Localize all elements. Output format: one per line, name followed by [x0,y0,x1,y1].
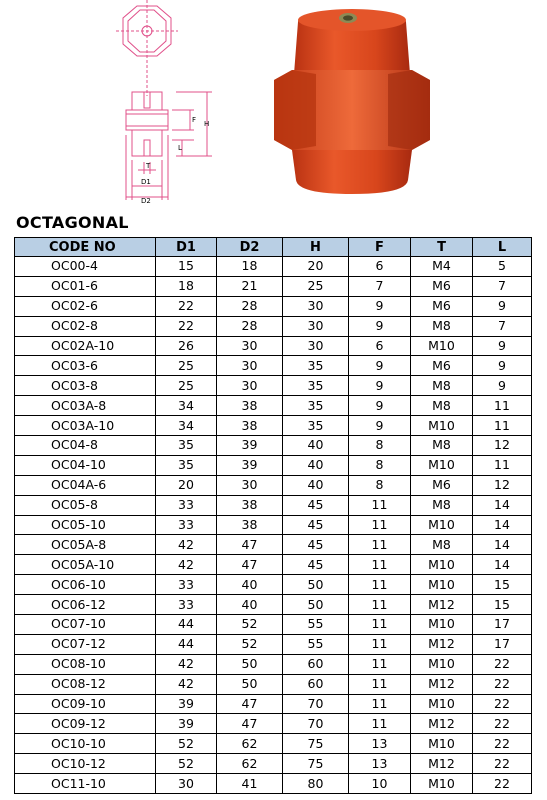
table-cell-d2: 28 [217,316,283,336]
table-cell-d2: 40 [217,575,283,595]
column-header-l: L [473,238,532,257]
table-cell-l: 15 [473,595,532,615]
table-cell-l: 14 [473,515,532,535]
table-cell-h: 50 [283,595,349,615]
table-cell-t: M8 [411,376,473,396]
table-cell-f: 9 [349,296,411,316]
table-cell-f: 11 [349,575,411,595]
table-cell-t: M6 [411,296,473,316]
table-row [15,714,532,734]
table-cell-d2: 30 [217,356,283,376]
table-row [15,356,532,376]
table-cell-t: M10 [411,734,473,754]
table-cell-d2: 38 [217,515,283,535]
table-cell-f: 6 [349,336,411,356]
table-cell-code-no: OC05-8 [15,495,156,515]
table-cell-f: 8 [349,455,411,475]
table-cell-h: 45 [283,535,349,555]
table-cell-l: 17 [473,634,532,654]
column-header-d2: D2 [217,238,283,257]
table-cell-code-no: OC04-10 [15,455,156,475]
table-cell-code-no: OC03A-8 [15,396,156,416]
table-cell-f: 10 [349,774,411,794]
table-cell-f: 9 [349,316,411,336]
table-cell-f: 11 [349,714,411,734]
table-cell-d1: 18 [156,276,217,296]
table-cell-f: 11 [349,674,411,694]
column-header-d1: D1 [156,238,217,257]
table-cell-d2: 28 [217,296,283,316]
table-cell-l: 17 [473,615,532,635]
table-cell-f: 9 [349,416,411,436]
table-cell-l: 22 [473,674,532,694]
table-cell-h: 55 [283,615,349,635]
technical-drawing [112,0,222,205]
table-cell-h: 40 [283,455,349,475]
table-cell-l: 22 [473,654,532,674]
table-cell-d2: 52 [217,615,283,635]
table-cell-f: 13 [349,754,411,774]
table-cell-d2: 47 [217,694,283,714]
table-row [15,376,532,396]
table-cell-h: 35 [283,356,349,376]
table-cell-d2: 30 [217,475,283,495]
label-h: H [204,120,210,128]
table-cell-f: 9 [349,396,411,416]
table-cell-d2: 39 [217,436,283,456]
table-cell-d1: 30 [156,774,217,794]
table-cell-h: 60 [283,654,349,674]
table-cell-d1: 35 [156,455,217,475]
table-cell-d1: 44 [156,615,217,635]
table-cell-d2: 47 [217,535,283,555]
table-cell-t: M12 [411,595,473,615]
table-cell-code-no: OC02A-10 [15,336,156,356]
table-cell-d2: 18 [217,257,283,277]
table-cell-t: M8 [411,495,473,515]
table-cell-code-no: OC06-10 [15,575,156,595]
table-cell-d2: 62 [217,754,283,774]
table-row [15,515,532,535]
table-cell-h: 70 [283,714,349,734]
table-cell-d1: 52 [156,734,217,754]
table-cell-d1: 42 [156,654,217,674]
table-cell-code-no: OC06-12 [15,595,156,615]
table-cell-t: M8 [411,535,473,555]
table-cell-code-no: OC02-6 [15,296,156,316]
table-row [15,674,532,694]
table-cell-d1: 39 [156,694,217,714]
table-cell-code-no: OC04A-6 [15,475,156,495]
table-cell-code-no: OC08-10 [15,654,156,674]
table-cell-h: 30 [283,296,349,316]
table-cell-l: 14 [473,535,532,555]
table-cell-code-no: OC11-10 [15,774,156,794]
table-cell-f: 8 [349,436,411,456]
table-cell-code-no: OC02-8 [15,316,156,336]
table-cell-d1: 22 [156,296,217,316]
table-row [15,455,532,475]
column-header-f: F [349,238,411,257]
table-cell-f: 11 [349,615,411,635]
table-row [15,336,532,356]
table-cell-code-no: OC05A-10 [15,555,156,575]
column-header-t: T [411,238,473,257]
table-cell-d1: 22 [156,316,217,336]
column-header-code-no: CODE NO [15,238,156,257]
table-cell-f: 7 [349,276,411,296]
label-f: F [192,116,197,124]
table-cell-h: 60 [283,674,349,694]
table-cell-t: M8 [411,396,473,416]
table-cell-t: M10 [411,555,473,575]
table-cell-t: M10 [411,575,473,595]
table-cell-h: 40 [283,436,349,456]
table-row [15,316,532,336]
table-cell-f: 9 [349,356,411,376]
table-cell-code-no: OC05A-8 [15,535,156,555]
table-cell-d2: 38 [217,495,283,515]
label-d2: D2 [141,197,151,205]
table-cell-d1: 52 [156,754,217,774]
table-cell-f: 11 [349,595,411,615]
table-cell-t: M6 [411,356,473,376]
table-cell-h: 80 [283,774,349,794]
table-cell-t: M12 [411,674,473,694]
table-cell-code-no: OC10-10 [15,734,156,754]
table-cell-d1: 33 [156,495,217,515]
table-cell-code-no: OC01-6 [15,276,156,296]
table-cell-t: M12 [411,754,473,774]
table-cell-code-no: OC00-4 [15,257,156,277]
table-cell-l: 9 [473,376,532,396]
table-cell-t: M10 [411,416,473,436]
table-cell-l: 14 [473,555,532,575]
table-row [15,615,532,635]
table-row [15,276,532,296]
table-cell-d1: 20 [156,475,217,495]
table-cell-d2: 50 [217,654,283,674]
table-cell-l: 5 [473,257,532,277]
table-cell-l: 11 [473,416,532,436]
table-cell-h: 45 [283,555,349,575]
table-cell-h: 75 [283,754,349,774]
table-cell-code-no: OC05-10 [15,515,156,535]
table-header-row [15,238,532,257]
table-cell-l: 7 [473,316,532,336]
table-cell-d2: 30 [217,376,283,396]
column-header-h: H [283,238,349,257]
side-view [126,92,212,200]
table-row [15,634,532,654]
table-cell-d2: 30 [217,336,283,356]
table-cell-t: M12 [411,714,473,734]
table-row [15,396,532,416]
table-cell-l: 15 [473,575,532,595]
table-cell-f: 11 [349,694,411,714]
table-cell-d2: 47 [217,555,283,575]
table-cell-code-no: OC10-12 [15,754,156,774]
table-cell-h: 35 [283,416,349,436]
label-t: T [146,162,151,170]
table-cell-t: M10 [411,455,473,475]
table-row [15,595,532,615]
table-cell-t: M10 [411,694,473,714]
table-cell-f: 13 [349,734,411,754]
table-cell-d2: 39 [217,455,283,475]
table-cell-t: M6 [411,276,473,296]
table-cell-h: 30 [283,316,349,336]
table-cell-l: 12 [473,436,532,456]
octagonal-insulator-image [268,4,436,200]
table-cell-d1: 34 [156,396,217,416]
table-cell-h: 40 [283,475,349,495]
table-cell-l: 9 [473,356,532,376]
table-cell-l: 22 [473,694,532,714]
table-cell-t: M8 [411,316,473,336]
table-cell-l: 14 [473,495,532,515]
table-cell-l: 9 [473,296,532,316]
table-cell-f: 11 [349,634,411,654]
table-cell-code-no: OC07-10 [15,615,156,635]
table-cell-f: 11 [349,555,411,575]
table-cell-t: M10 [411,774,473,794]
table-cell-l: 22 [473,754,532,774]
table-cell-h: 45 [283,495,349,515]
table-cell-t: M8 [411,436,473,456]
table-row [15,475,532,495]
table-row [15,416,532,436]
table-cell-l: 9 [473,336,532,356]
table-cell-h: 55 [283,634,349,654]
table-cell-d2: 41 [217,774,283,794]
table-cell-l: 11 [473,396,532,416]
table-cell-l: 12 [473,475,532,495]
table-cell-f: 11 [349,535,411,555]
table-cell-d2: 50 [217,674,283,694]
dimensions-table [14,237,532,794]
table-cell-code-no: OC09-10 [15,694,156,714]
table-cell-t: M10 [411,515,473,535]
table-row [15,754,532,774]
table-cell-f: 6 [349,257,411,277]
table-row [15,694,532,714]
table-row [15,257,532,277]
table-cell-h: 35 [283,396,349,416]
table-cell-f: 9 [349,376,411,396]
table-cell-d1: 33 [156,595,217,615]
table-cell-code-no: OC03A-10 [15,416,156,436]
table-cell-d2: 52 [217,634,283,654]
table-cell-l: 22 [473,714,532,734]
table-row [15,575,532,595]
table-cell-d1: 42 [156,535,217,555]
table-cell-l: 7 [473,276,532,296]
table-cell-h: 50 [283,575,349,595]
table-cell-d1: 42 [156,674,217,694]
table-cell-d2: 62 [217,734,283,754]
table-cell-h: 75 [283,734,349,754]
table-cell-h: 45 [283,515,349,535]
table-cell-t: M10 [411,336,473,356]
section-title: OCTAGONAL [16,213,129,232]
table-cell-d1: 44 [156,634,217,654]
table-row [15,734,532,754]
table-cell-d2: 40 [217,595,283,615]
table-cell-f: 11 [349,495,411,515]
table-cell-code-no: OC08-12 [15,674,156,694]
table-cell-h: 25 [283,276,349,296]
table-row [15,436,532,456]
table-row [15,296,532,316]
table-cell-code-no: OC07-12 [15,634,156,654]
table-row [15,535,532,555]
table-cell-t: M10 [411,654,473,674]
label-d1: D1 [141,178,151,186]
label-l: L [178,144,182,152]
table-cell-d1: 25 [156,356,217,376]
table-row [15,654,532,674]
table-cell-l: 22 [473,734,532,754]
table-cell-f: 11 [349,515,411,535]
table-cell-d1: 39 [156,714,217,734]
table-cell-d1: 42 [156,555,217,575]
table-cell-l: 22 [473,774,532,794]
table-cell-code-no: OC09-12 [15,714,156,734]
table-cell-d1: 35 [156,436,217,456]
table-cell-h: 20 [283,257,349,277]
table-row [15,774,532,794]
table-cell-code-no: OC03-8 [15,376,156,396]
table-cell-d2: 21 [217,276,283,296]
table-cell-d2: 38 [217,416,283,436]
table-cell-d1: 25 [156,376,217,396]
table-cell-d2: 38 [217,396,283,416]
table-cell-h: 70 [283,694,349,714]
table-cell-h: 30 [283,336,349,356]
table-cell-d1: 33 [156,575,217,595]
table-row [15,555,532,575]
table-cell-f: 11 [349,654,411,674]
table-cell-code-no: OC03-6 [15,356,156,376]
top-view-octagon [116,0,178,96]
table-cell-d2: 47 [217,714,283,734]
table-cell-t: M12 [411,634,473,654]
table-cell-t: M10 [411,615,473,635]
table-cell-t: M4 [411,257,473,277]
table-cell-d1: 33 [156,515,217,535]
table-row [15,495,532,515]
table-cell-t: M6 [411,475,473,495]
table-cell-l: 11 [473,455,532,475]
table-cell-d1: 26 [156,336,217,356]
table-cell-f: 8 [349,475,411,495]
table-cell-d1: 15 [156,257,217,277]
table-cell-h: 35 [283,376,349,396]
table-cell-code-no: OC04-8 [15,436,156,456]
table-cell-d1: 34 [156,416,217,436]
